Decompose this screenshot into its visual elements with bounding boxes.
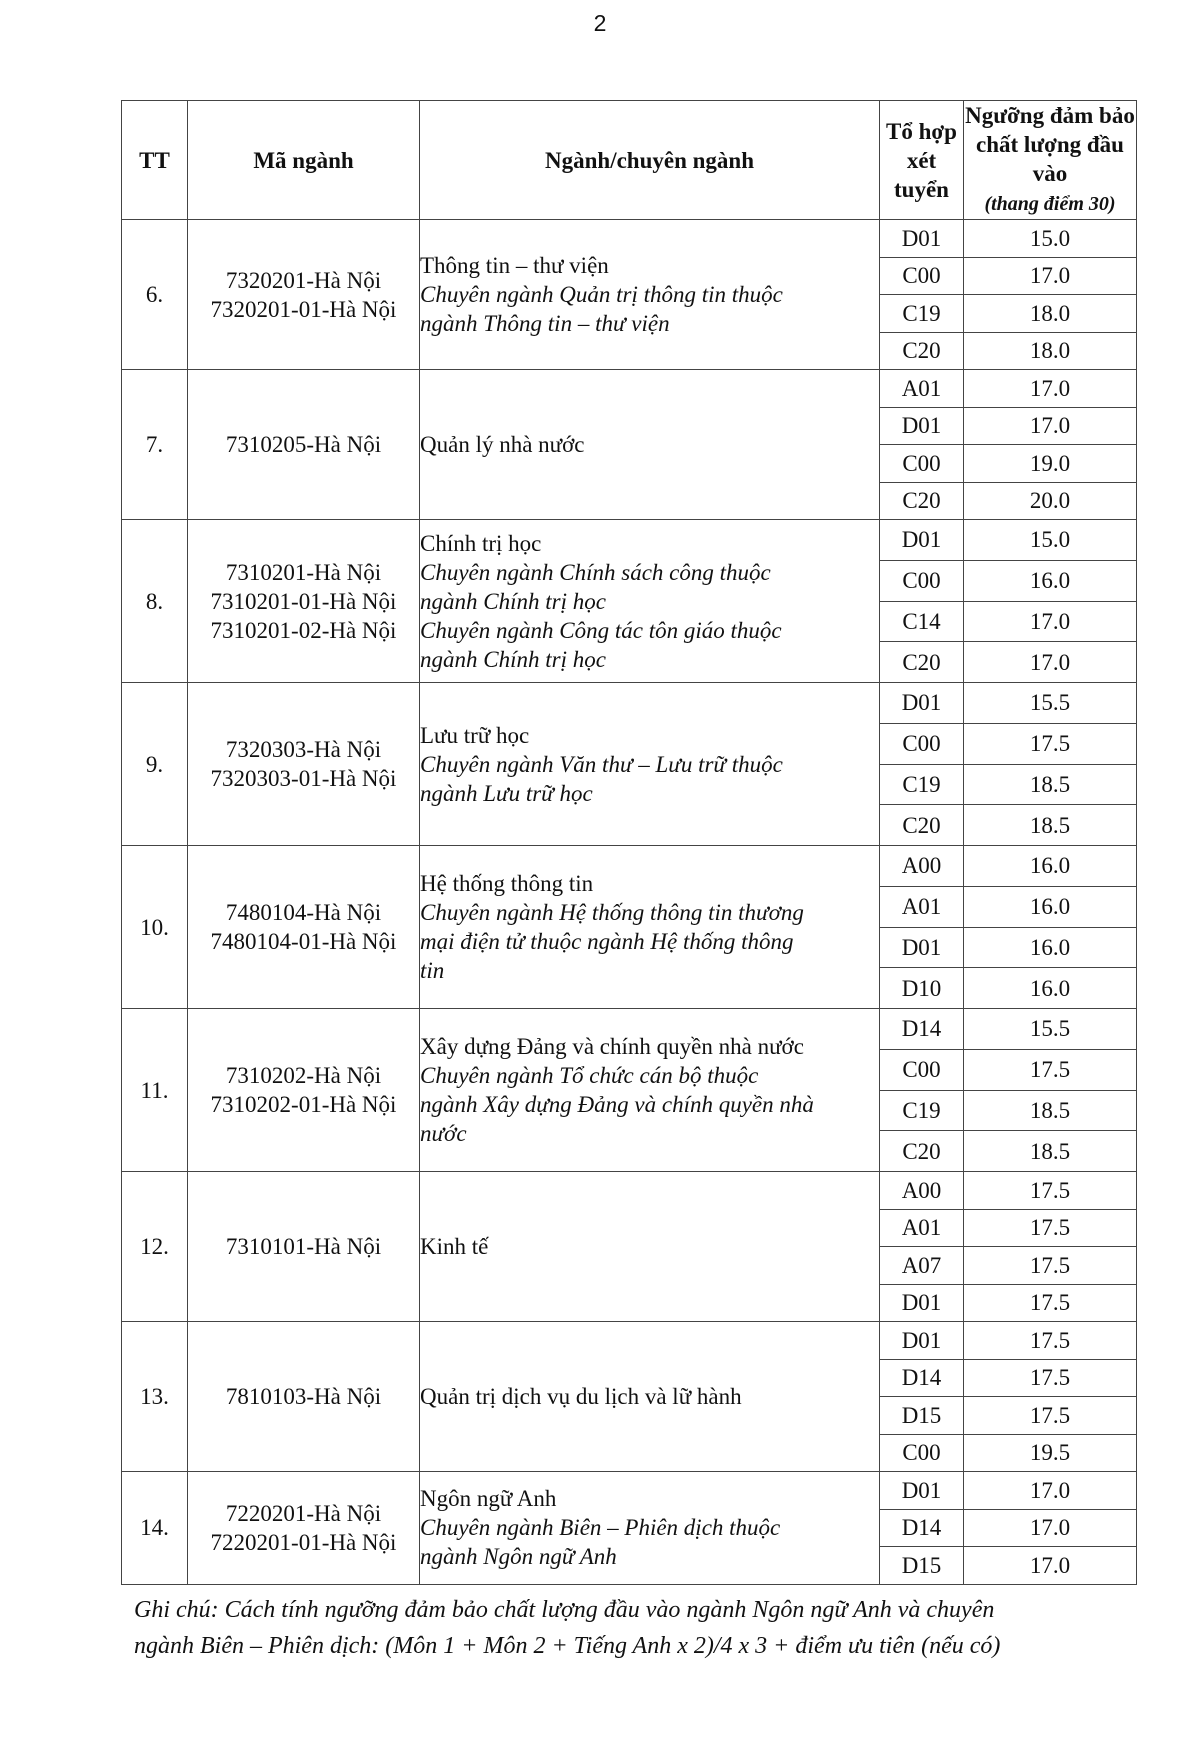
major-code: 7310101-Hà Nội — [225, 1234, 382, 1259]
threshold-score: 19.5 — [964, 1434, 1137, 1472]
major-name: Kinh tế — [420, 1234, 489, 1259]
header-combo: Tổ hợp xét tuyển — [880, 101, 964, 220]
major-code-cell — [188, 1322, 420, 1472]
threshold-score: 17.0 — [964, 642, 1137, 683]
table-row — [122, 1009, 1137, 1050]
specialization-line: nước — [420, 1121, 467, 1146]
threshold-score: 15.5 — [964, 1009, 1137, 1050]
major-code: 7220201-01-Hà Nội — [210, 1529, 397, 1555]
subject-combination: C20 — [880, 805, 964, 846]
major-code-cell — [188, 220, 420, 370]
subject-combination: C20 — [880, 482, 964, 520]
threshold-score: 19.0 — [964, 445, 1137, 483]
major-name-cell — [420, 370, 880, 520]
subject-combination: A01 — [880, 886, 964, 927]
major-name-cell — [420, 683, 880, 846]
subject-combination: C00 — [880, 445, 964, 483]
threshold-score: 17.0 — [964, 601, 1137, 642]
footnote-line-1: Ghi chú: Cách tính ngưỡng đảm bảo chất lượng đầu vào ngành Ngôn ngữ Anh và chuyên — [134, 1597, 995, 1623]
specialization-line: Chuyên ngành Công tác tôn giáo thuộc — [420, 617, 782, 643]
subject-combination: D01 — [880, 220, 964, 258]
subject-combination: A01 — [880, 370, 964, 408]
threshold-score: 16.0 — [964, 886, 1137, 927]
footnote-line-2: ngành Biên – Phiên dịch: (Môn 1 + Môn 2 + Tiếng Anh x 2)/4 x 3 + điểm ưu tiên (nếu có) — [134, 1633, 1001, 1659]
row-number: 8. — [122, 520, 188, 683]
subject-combination: C20 — [880, 642, 964, 683]
header-threshold-scale: (thang điểm 30) — [984, 193, 1116, 215]
subject-combination: C00 — [880, 723, 964, 764]
table-row — [122, 220, 1137, 258]
threshold-score: 15.0 — [964, 520, 1137, 561]
threshold-score: 17.5 — [964, 1322, 1137, 1360]
subject-combination: C19 — [880, 764, 964, 805]
major-name: Hệ thống thông tin — [420, 871, 594, 896]
subject-combination: D01 — [880, 1322, 964, 1360]
major-code-cell — [188, 1472, 420, 1585]
specialization-line: Chuyên ngành Quản trị thông tin thuộc — [420, 282, 783, 307]
threshold-score: 16.0 — [964, 560, 1137, 601]
table-body — [122, 220, 1137, 1585]
header-major: Ngành/chuyên ngành — [420, 101, 880, 220]
row-number: 13. — [122, 1322, 188, 1472]
threshold-score: 18.5 — [964, 764, 1137, 805]
subject-combination: C20 — [880, 332, 964, 370]
threshold-score: 16.0 — [964, 968, 1137, 1009]
threshold-score: 16.0 — [964, 846, 1137, 887]
major-name-cell — [420, 1009, 880, 1172]
specialization-line: Chuyên ngành Chính sách công thuộc — [420, 559, 771, 585]
threshold-score: 17.0 — [964, 407, 1137, 445]
specialization-line: mại điện tử thuộc ngành Hệ thống thông — [420, 929, 794, 954]
table-header-row — [122, 101, 1137, 220]
major-code: 7320201-Hà Nội — [225, 267, 382, 293]
header-threshold-label: Ngưỡng đảm bảo chất lượng đầu vào — [965, 103, 1135, 186]
major-code: 7310201-Hà Nội — [225, 559, 382, 585]
major-code: 7320303-01-Hà Nội — [210, 766, 397, 791]
major-code-cell — [188, 846, 420, 1009]
row-number: 6. — [122, 220, 188, 370]
specialization-line: Chuyên ngành Văn thư – Lưu trữ thuộc — [420, 751, 783, 777]
subject-combination: D14 — [880, 1009, 964, 1050]
subject-combination: D01 — [880, 1472, 964, 1510]
table-row — [122, 683, 1137, 724]
major-name-cell — [420, 1322, 880, 1472]
specialization-line: ngành Ngôn ngữ Anh — [420, 1544, 617, 1570]
major-name: Quản trị dịch vụ du lịch và lữ hành — [420, 1384, 742, 1409]
specialization-line: ngành Chính trị học — [420, 646, 606, 672]
subject-combination: A07 — [880, 1247, 964, 1285]
threshold-score: 20.0 — [964, 482, 1137, 520]
threshold-score: 17.5 — [964, 1209, 1137, 1247]
header-tt: TT — [122, 101, 188, 220]
major-code: 7810103-Hà Nội — [225, 1384, 382, 1409]
row-number: 10. — [122, 846, 188, 1009]
threshold-score: 17.5 — [964, 1359, 1137, 1397]
table-row — [122, 370, 1137, 408]
subject-combination: C00 — [880, 1434, 964, 1472]
subject-combination: C20 — [880, 1131, 964, 1172]
table-row — [122, 520, 1137, 561]
specialization-line: tin — [420, 958, 445, 983]
major-name: Lưu trữ học — [420, 722, 530, 748]
major-code-cell — [188, 1009, 420, 1172]
subject-combination: C00 — [880, 1049, 964, 1090]
page-number: 2 — [593, 10, 607, 36]
subject-combination: D15 — [880, 1397, 964, 1435]
major-code: 7310201-01-Hà Nội — [210, 588, 397, 614]
subject-combination: D01 — [880, 927, 964, 968]
subject-combination: D15 — [880, 1547, 964, 1585]
threshold-score: 17.5 — [964, 1172, 1137, 1210]
threshold-score: 17.0 — [964, 370, 1137, 408]
major-name-cell — [420, 1472, 880, 1585]
threshold-score: 18.0 — [964, 332, 1137, 370]
threshold-score: 17.5 — [964, 1284, 1137, 1322]
major-code: 7320201-01-Hà Nội — [210, 296, 397, 322]
threshold-score: 16.0 — [964, 927, 1137, 968]
major-code: 7220201-Hà Nội — [225, 1500, 382, 1526]
table-row — [122, 1172, 1137, 1210]
threshold-score: 15.5 — [964, 683, 1137, 724]
major-code: 7480104-Hà Nội — [225, 900, 382, 925]
subject-combination: D01 — [880, 1284, 964, 1322]
row-number: 7. — [122, 370, 188, 520]
row-number: 12. — [122, 1172, 188, 1322]
threshold-score: 18.5 — [964, 1090, 1137, 1131]
major-name-cell — [420, 846, 880, 1009]
specialization-line: Chuyên ngành Tổ chức cán bộ thuộc — [420, 1063, 759, 1088]
major-code-cell — [188, 683, 420, 846]
header-code: Mã ngành — [188, 101, 420, 220]
major-code: 7320303-Hà Nội — [225, 737, 382, 762]
major-code: 7310205-Hà Nội — [225, 432, 382, 457]
major-name: Xây dựng Đảng và chính quyền nhà nước — [420, 1034, 804, 1059]
threshold-score: 18.5 — [964, 1131, 1137, 1172]
major-code: 7310202-Hà Nội — [225, 1063, 382, 1088]
major-name-cell — [420, 1172, 880, 1322]
major-name: Quản lý nhà nước — [420, 432, 585, 457]
subject-combination: D10 — [880, 968, 964, 1009]
subject-combination: A01 — [880, 1209, 964, 1247]
subject-combination: C19 — [880, 1090, 964, 1131]
threshold-score: 17.0 — [964, 1547, 1137, 1585]
major-code-cell — [188, 370, 420, 520]
admission-threshold-table — [121, 100, 1137, 1585]
subject-combination: D01 — [880, 407, 964, 445]
subject-combination: C19 — [880, 295, 964, 333]
specialization-line: Chuyên ngành Biên – Phiên dịch thuộc — [420, 1515, 781, 1541]
header-threshold — [964, 101, 1137, 220]
table-row — [122, 1472, 1137, 1510]
threshold-score: 15.0 — [964, 220, 1137, 258]
row-number: 11. — [122, 1009, 188, 1172]
threshold-score: 17.5 — [964, 1397, 1137, 1435]
specialization-line: ngành Xây dựng Đảng và chính quyền nhà — [420, 1092, 814, 1117]
table-row — [122, 846, 1137, 887]
threshold-score: 17.0 — [964, 1509, 1137, 1547]
major-name-cell — [420, 520, 880, 683]
subject-combination: D14 — [880, 1509, 964, 1547]
major-code-cell — [188, 1172, 420, 1322]
subject-combination: A00 — [880, 1172, 964, 1210]
footnote — [134, 1592, 1094, 1664]
specialization-line: ngành Chính trị học — [420, 588, 606, 614]
subject-combination: C00 — [880, 257, 964, 295]
subject-combination: A00 — [880, 846, 964, 887]
threshold-score: 17.0 — [964, 257, 1137, 295]
threshold-score: 17.5 — [964, 1049, 1137, 1090]
row-number: 9. — [122, 683, 188, 846]
subject-combination: D01 — [880, 520, 964, 561]
threshold-score: 17.5 — [964, 723, 1137, 764]
specialization-line: ngành Lưu trữ học — [420, 780, 593, 806]
major-code: 7480104-01-Hà Nội — [210, 929, 397, 954]
specialization-line: ngành Thông tin – thư viện — [420, 311, 670, 336]
table-row — [122, 1322, 1137, 1360]
threshold-score: 17.5 — [964, 1247, 1137, 1285]
threshold-score: 18.0 — [964, 295, 1137, 333]
major-name: Thông tin – thư viện — [420, 253, 609, 278]
row-number: 14. — [122, 1472, 188, 1585]
major-code-cell — [188, 520, 420, 683]
subject-combination: D14 — [880, 1359, 964, 1397]
major-code: 7310202-01-Hà Nội — [210, 1092, 397, 1117]
specialization-line: Chuyên ngành Hệ thống thông tin thương — [420, 900, 804, 925]
subject-combination: C14 — [880, 601, 964, 642]
threshold-score: 18.5 — [964, 805, 1137, 846]
major-name: Ngôn ngữ Anh — [420, 1486, 557, 1512]
subject-combination: D01 — [880, 683, 964, 724]
major-code: 7310201-02-Hà Nội — [210, 617, 397, 643]
threshold-score: 17.0 — [964, 1472, 1137, 1510]
subject-combination: C00 — [880, 560, 964, 601]
major-name-cell — [420, 220, 880, 370]
major-name: Chính trị học — [420, 530, 542, 556]
